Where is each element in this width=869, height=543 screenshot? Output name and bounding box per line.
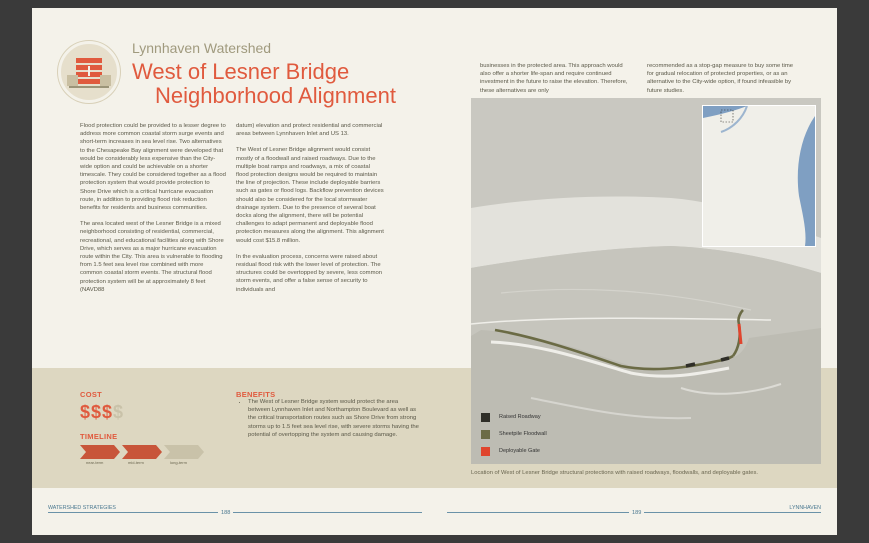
raised-roadway-segment — [721, 358, 729, 360]
body-column-4 — [647, 62, 797, 103]
paragraph: Flood protection could be provided to a lesser degree to address more common coastal storm surge events and short-term increases in sea level rise. Two alternatives to the Chesapeake Bay alignment were developed that would be considerably less expensive than the City-wide option and could be achievable on a shorter timescale. They could be considered together as a flood protection system that would provide protection to Shore Drive which is a critical hurricane evacuation route, in addition to providing flood risk reduction benefits for residents and business communities. — [80, 123, 226, 212]
paragraph: In the evaluation process, concerns were raised about residual flood risk with the lower level of protection. The structures could be overtopped by severe, less common storm events, and offer a false sense of security to individuals and — [236, 253, 383, 293]
section-eyebrow: Lynnhaven Watershed — [132, 40, 272, 56]
legend-label: Sheetpile Floodwall — [499, 431, 547, 437]
legend-swatch — [481, 413, 490, 422]
paragraph: businesses in the protected area. This approach would also offer a shorter life-span and require continued investment in the future to raise the elevation. Therefore, these alternatives are only — [480, 63, 628, 94]
cost-active-symbols: $$$ — [80, 402, 114, 422]
legend-item-raised-roadway — [481, 413, 641, 423]
page-title — [132, 60, 396, 108]
body-column-1 — [80, 122, 227, 302]
paragraph: datum) elevation and protect residential and commercial areas between Lynnhaven Inlet and US 13. — [236, 123, 383, 138]
locator-inset-map — [702, 105, 816, 247]
footer-rule-left — [48, 512, 422, 513]
timeline-long-term-arrow — [164, 445, 204, 459]
footer-chapter-label: LYNNHAVEN — [789, 505, 821, 511]
legend-swatch — [481, 430, 490, 439]
paragraph: recommended as a stop-gap measure to buy some time for gradual relocation of protected properties, or as an alternative to the City-wide option, if found infeasible by future studies. — [647, 63, 794, 94]
timeline-heading: TIMELINE — [80, 432, 118, 441]
cost-heading: COST — [80, 390, 103, 399]
paragraph: The area located west of the Lesner Bridge is a mixed neighborhood consisting of residential, commercial, recreational, and educational facilities along with Shore Drive, which serves as a major hurricane evacuation route within the City. This area is vulnerable to flooding from 1.5 feet sea level rise combined with more common coastal storm events. The structural flood protection system will be at approximately 8 feet (NAVD88 — [80, 221, 224, 293]
timeline-near-term-arrow — [80, 445, 120, 459]
legend-label: Raised Roadway — [499, 414, 541, 420]
title-line-1: West of Lesner Bridge — [132, 59, 350, 84]
page-number-right: 189 — [629, 510, 644, 516]
benefits-list — [240, 398, 420, 439]
timeline-label: mid-term — [128, 460, 144, 465]
benefits-heading: BENEFITS — [236, 390, 276, 399]
timeline-label: long-term — [170, 460, 187, 465]
body-column-3 — [480, 62, 630, 103]
timeline-label: near-term — [86, 460, 104, 465]
footer-section-label: WATERSHED STRATEGIES — [48, 505, 116, 511]
page-number-left: 188 — [218, 510, 233, 516]
deployable-gate-segment — [739, 324, 741, 344]
raised-roadway-segment — [686, 364, 695, 366]
legend-item-deployable-gate — [481, 447, 641, 457]
benefit-item: • The West of Lesner Bridge system would protect the area between Lynnhaven Inlet and Northampton Boulevard as well as the critical transportation routes such as Shore Drive from strong storms up to 1.5 feet sea level rise, with severe storms having the potential of overtopping the system and causing damage. — [248, 398, 420, 439]
timeline-mid-term-arrow — [122, 445, 162, 459]
floodwall-logo-icon — [58, 41, 120, 103]
title-line-2: Neighborhood Alignment — [155, 83, 396, 108]
legend-swatch — [481, 447, 490, 456]
legend-item-sheetpile-floodwall — [481, 430, 641, 440]
legend-label: Deployable Gate — [499, 448, 540, 454]
page-spread — [32, 8, 837, 535]
map-caption: Location of West of Lesner Bridge structural protections with raised roadways, floodwalls, and deployable gates. — [471, 470, 758, 476]
cost-inactive-symbols: $ — [113, 402, 125, 422]
body-column-2 — [236, 122, 384, 302]
paragraph: The West of Lesner Bridge alignment would consist mostly of a floodwall and raised roadways. Due to the multiple boat ramps and roadways, a mix of coastal flood protection designs would be required to maintain the line of projection. These include deployable barriers such as gates or flood logs. Backflow prevention devices should also be considered for the local stormwater drainage system. Due to the presence of several boat docks along the alignment, there will be potential challenges to adapt permanent and deployable flood protection measures along the alignment. This alignment would cost $15.8 million. — [236, 147, 384, 244]
alignment-map — [471, 98, 821, 464]
cost-rating — [80, 402, 124, 423]
